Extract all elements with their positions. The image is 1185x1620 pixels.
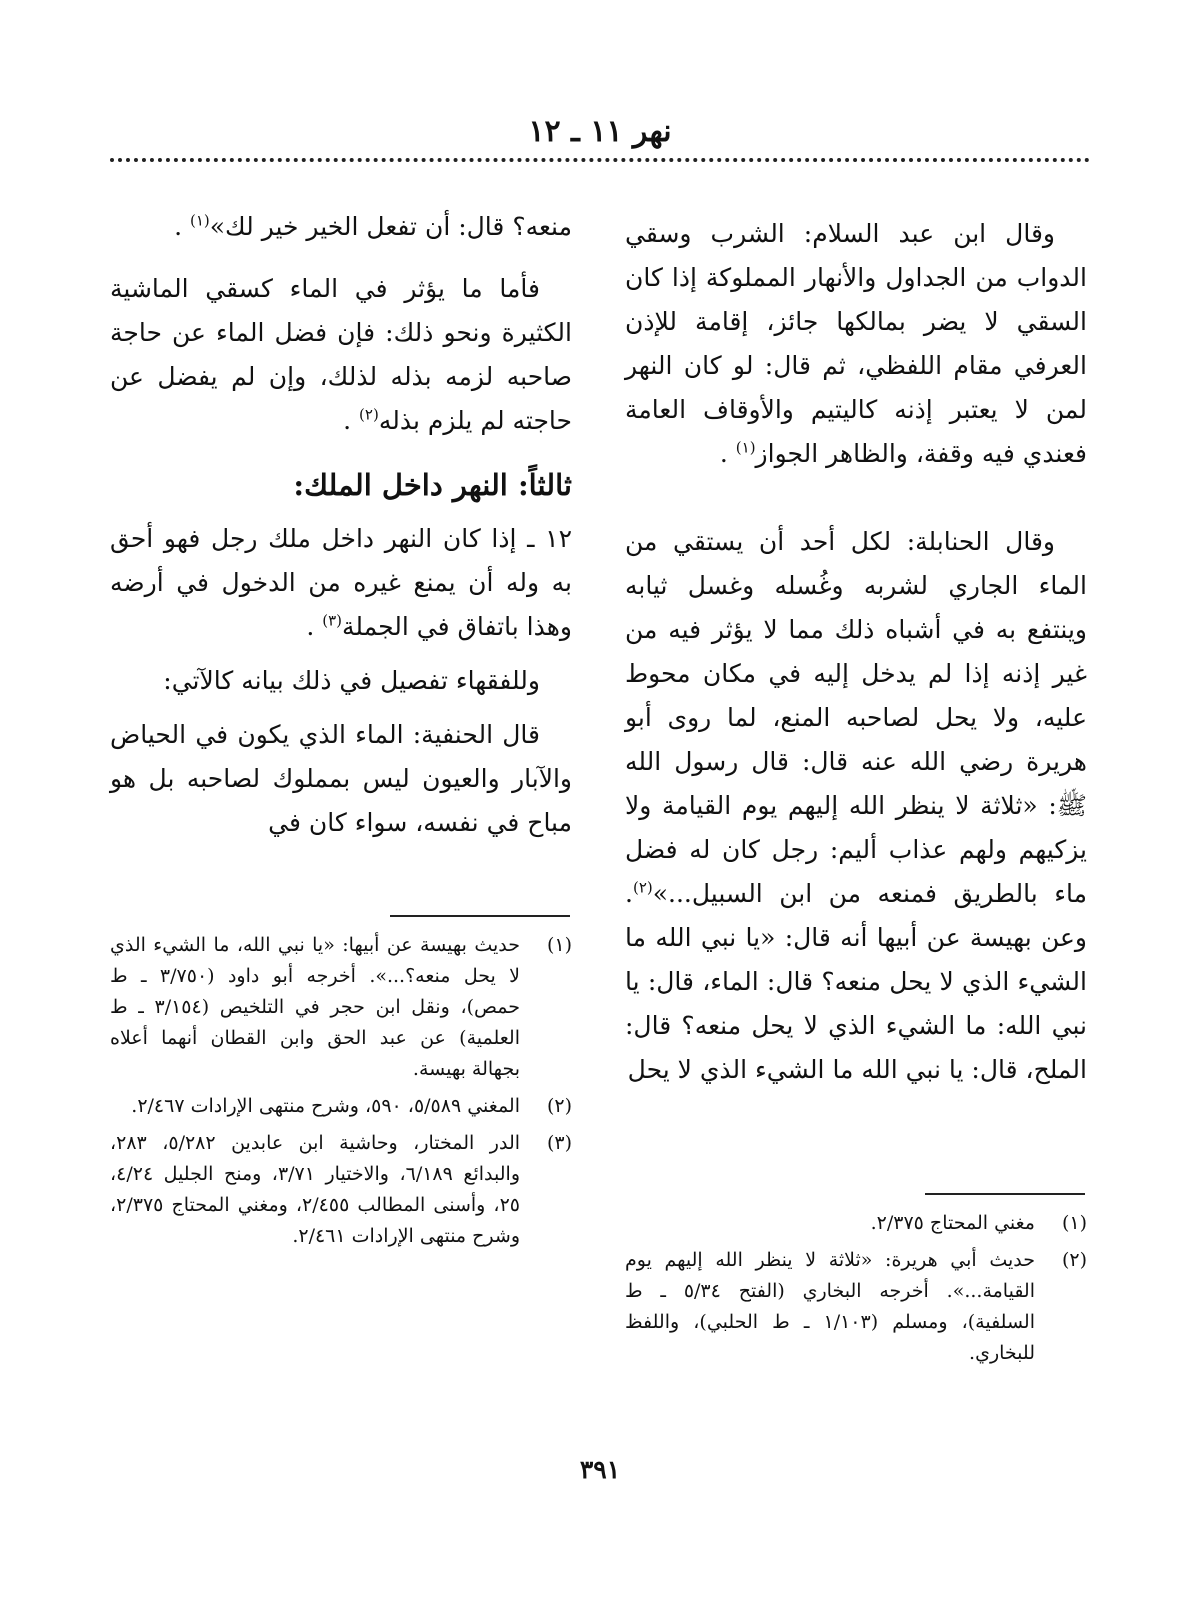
footnote-number: (١) <box>546 934 572 956</box>
paragraph-continuation: منعه؟ قال: أن تفعل الخير خير لك»$^{(١)}$ . <box>174 211 572 241</box>
running-header: نهر ١١ ـ ١٢ <box>528 114 672 149</box>
footnote-ref: (٢) <box>632 878 653 897</box>
right-column <box>625 212 1087 1110</box>
section-heading: ثالثاً: النهر داخل الملك: <box>293 468 572 502</box>
footnote-separator-left <box>390 915 570 917</box>
footnote-text: حديث أبي هريرة: «ثلاثة لا ينظر الله إليهم يوم القيامة...». أخرجه البخاري (الفتح ٥/٣٤ ـ ط السلفية)، ومسلم (١/١٠٣ ـ ط الحلبي)، واللفظ للبخاري. <box>625 1249 1036 1364</box>
footnote <box>110 930 572 1085</box>
paragraph-livestock: فأما ما يؤثر في الماء كسقي الماشية الكثيرة ونحو ذلك: فإن فضل الماء عن حاجة صاحبه لزمه بذله لذلك، وإن لم يفضل عن حاجته لم يلزم بذله$^{(٢)}$ . <box>110 274 572 435</box>
header-dotted-rule <box>110 158 1090 162</box>
footnote-number: (٢) <box>1061 1249 1087 1271</box>
footnote-text: حديث بهيسة عن أبيها: «يا نبي الله، ما الشيء الذي لا يحل منعه؟...». أخرجه أبو داود (٣/٧٥٠ ـ ط حمص)، ونقل ابن حجر في التلخيص (٣/١٥٤ ـ ط العلمية) عن عبد الحق وابن القطان أنهما أعلاه بجهالة بهيسة. <box>110 934 520 1080</box>
page-number: ٣٩١ <box>579 1455 621 1484</box>
footnote <box>110 1091 572 1122</box>
footnote-number: (٣) <box>546 1132 572 1154</box>
paragraph-hanabila: وقال الحنابلة: لكل أحد أن يستقي من الماء الجاري لشربه وغُسله وغسل ثيابه وينتفع به في أشباه ذلك مما لا يؤثر فيه من غير إذنه إذا لم يدخل إليه في مكان محوط عليه، ولا يحل لصاحبه المنع، لما روى أبو هريرة رضي الله عنه قال: قال رسول الله ﷺ: «ثلاثة لا ينظر الله إليهم يوم القيامة ولا يزكيهم ولهم عذاب أليم: رجل كان له فضل ماء بالطريق فمنعه من ابن السبيل...»$^{(٢)}$. وعن بهيسة عن أبيها أنه قال: «يا نبي الله ما الشيء الذي لا يحل منعه؟ قال: الماء، قال: يا نبي الله: ما الشيء الذي لا يحل منعه؟ قال: الملح، قال: يا نبي الله ما الشيء الذي لا يحل <box>625 527 1087 1084</box>
paragraph-section-12: ١٢ ـ إذا كان النهر داخل ملك رجل فهو أحق به وله أن يمنع غيره من الدخول في أرضه وهذا باتفاق في الجملة$^{(٣)}$ . <box>110 524 572 641</box>
paragraph-hanafiyya: قال الحنفية: الماء الذي يكون في الحياض والآبار والعيون ليس بمملوك لصاحبه بل هو مباح في نفسه، سواء كان في <box>110 720 572 837</box>
footnote <box>625 1208 1087 1239</box>
footnote-text: المغني ٥/٥٨٩، ٥٩٠، وشرح منتهى الإرادات ٢/٤٦٧. <box>131 1095 520 1117</box>
footnote-separator-right <box>925 1193 1085 1195</box>
footnote-ref: (١) <box>189 211 210 230</box>
footnote-text: مغني المحتاج ٢/٣٧٥. <box>870 1212 1035 1234</box>
footnote-number: (١) <box>1061 1212 1087 1234</box>
footnote-ref: (١) <box>735 438 756 457</box>
footnote <box>625 1245 1087 1369</box>
paragraph-ibn-abd-alsalam: وقال ابن عبد السلام: الشرب وسقي الدواب من الجداول والأنهار المملوكة إذا كان السقي لا يضر بمالكها جائز، إقامة للإذن العرفي مقام اللفظي، ثم قال: لو كان النهر لمن لا يعتبر إذنه كاليتيم والأوقاف العامة فعندي فيه وقفة، والظاهر الجواز$^{(١)}$ . <box>625 219 1087 468</box>
left-column <box>110 205 572 863</box>
footnote <box>110 1128 572 1252</box>
footnotes-right <box>625 1208 1087 1375</box>
footnote-ref: (٣) <box>322 611 343 630</box>
footnote-number: (٢) <box>546 1095 572 1117</box>
paragraph-jurists: وللفقهاء تفصيل في ذلك بيانه كالآتي: <box>163 666 540 695</box>
footnote-text: الدر المختار، وحاشية ابن عابدين ٥/٢٨٢، ٢٨٣، والبدائع ٦/١٨٩، والاختيار ٣/٧١، ومنح الجليل ٤/٢٤، ٢٥، وأسنى المطالب ٢/٤٥٥، ومغني المحتاج ٢/٣٧٥، وشرح منتهى الإرادات ٢/٤٦١. <box>110 1132 521 1247</box>
footnote-ref: (٢) <box>359 405 379 424</box>
footnotes-left <box>110 930 572 1258</box>
